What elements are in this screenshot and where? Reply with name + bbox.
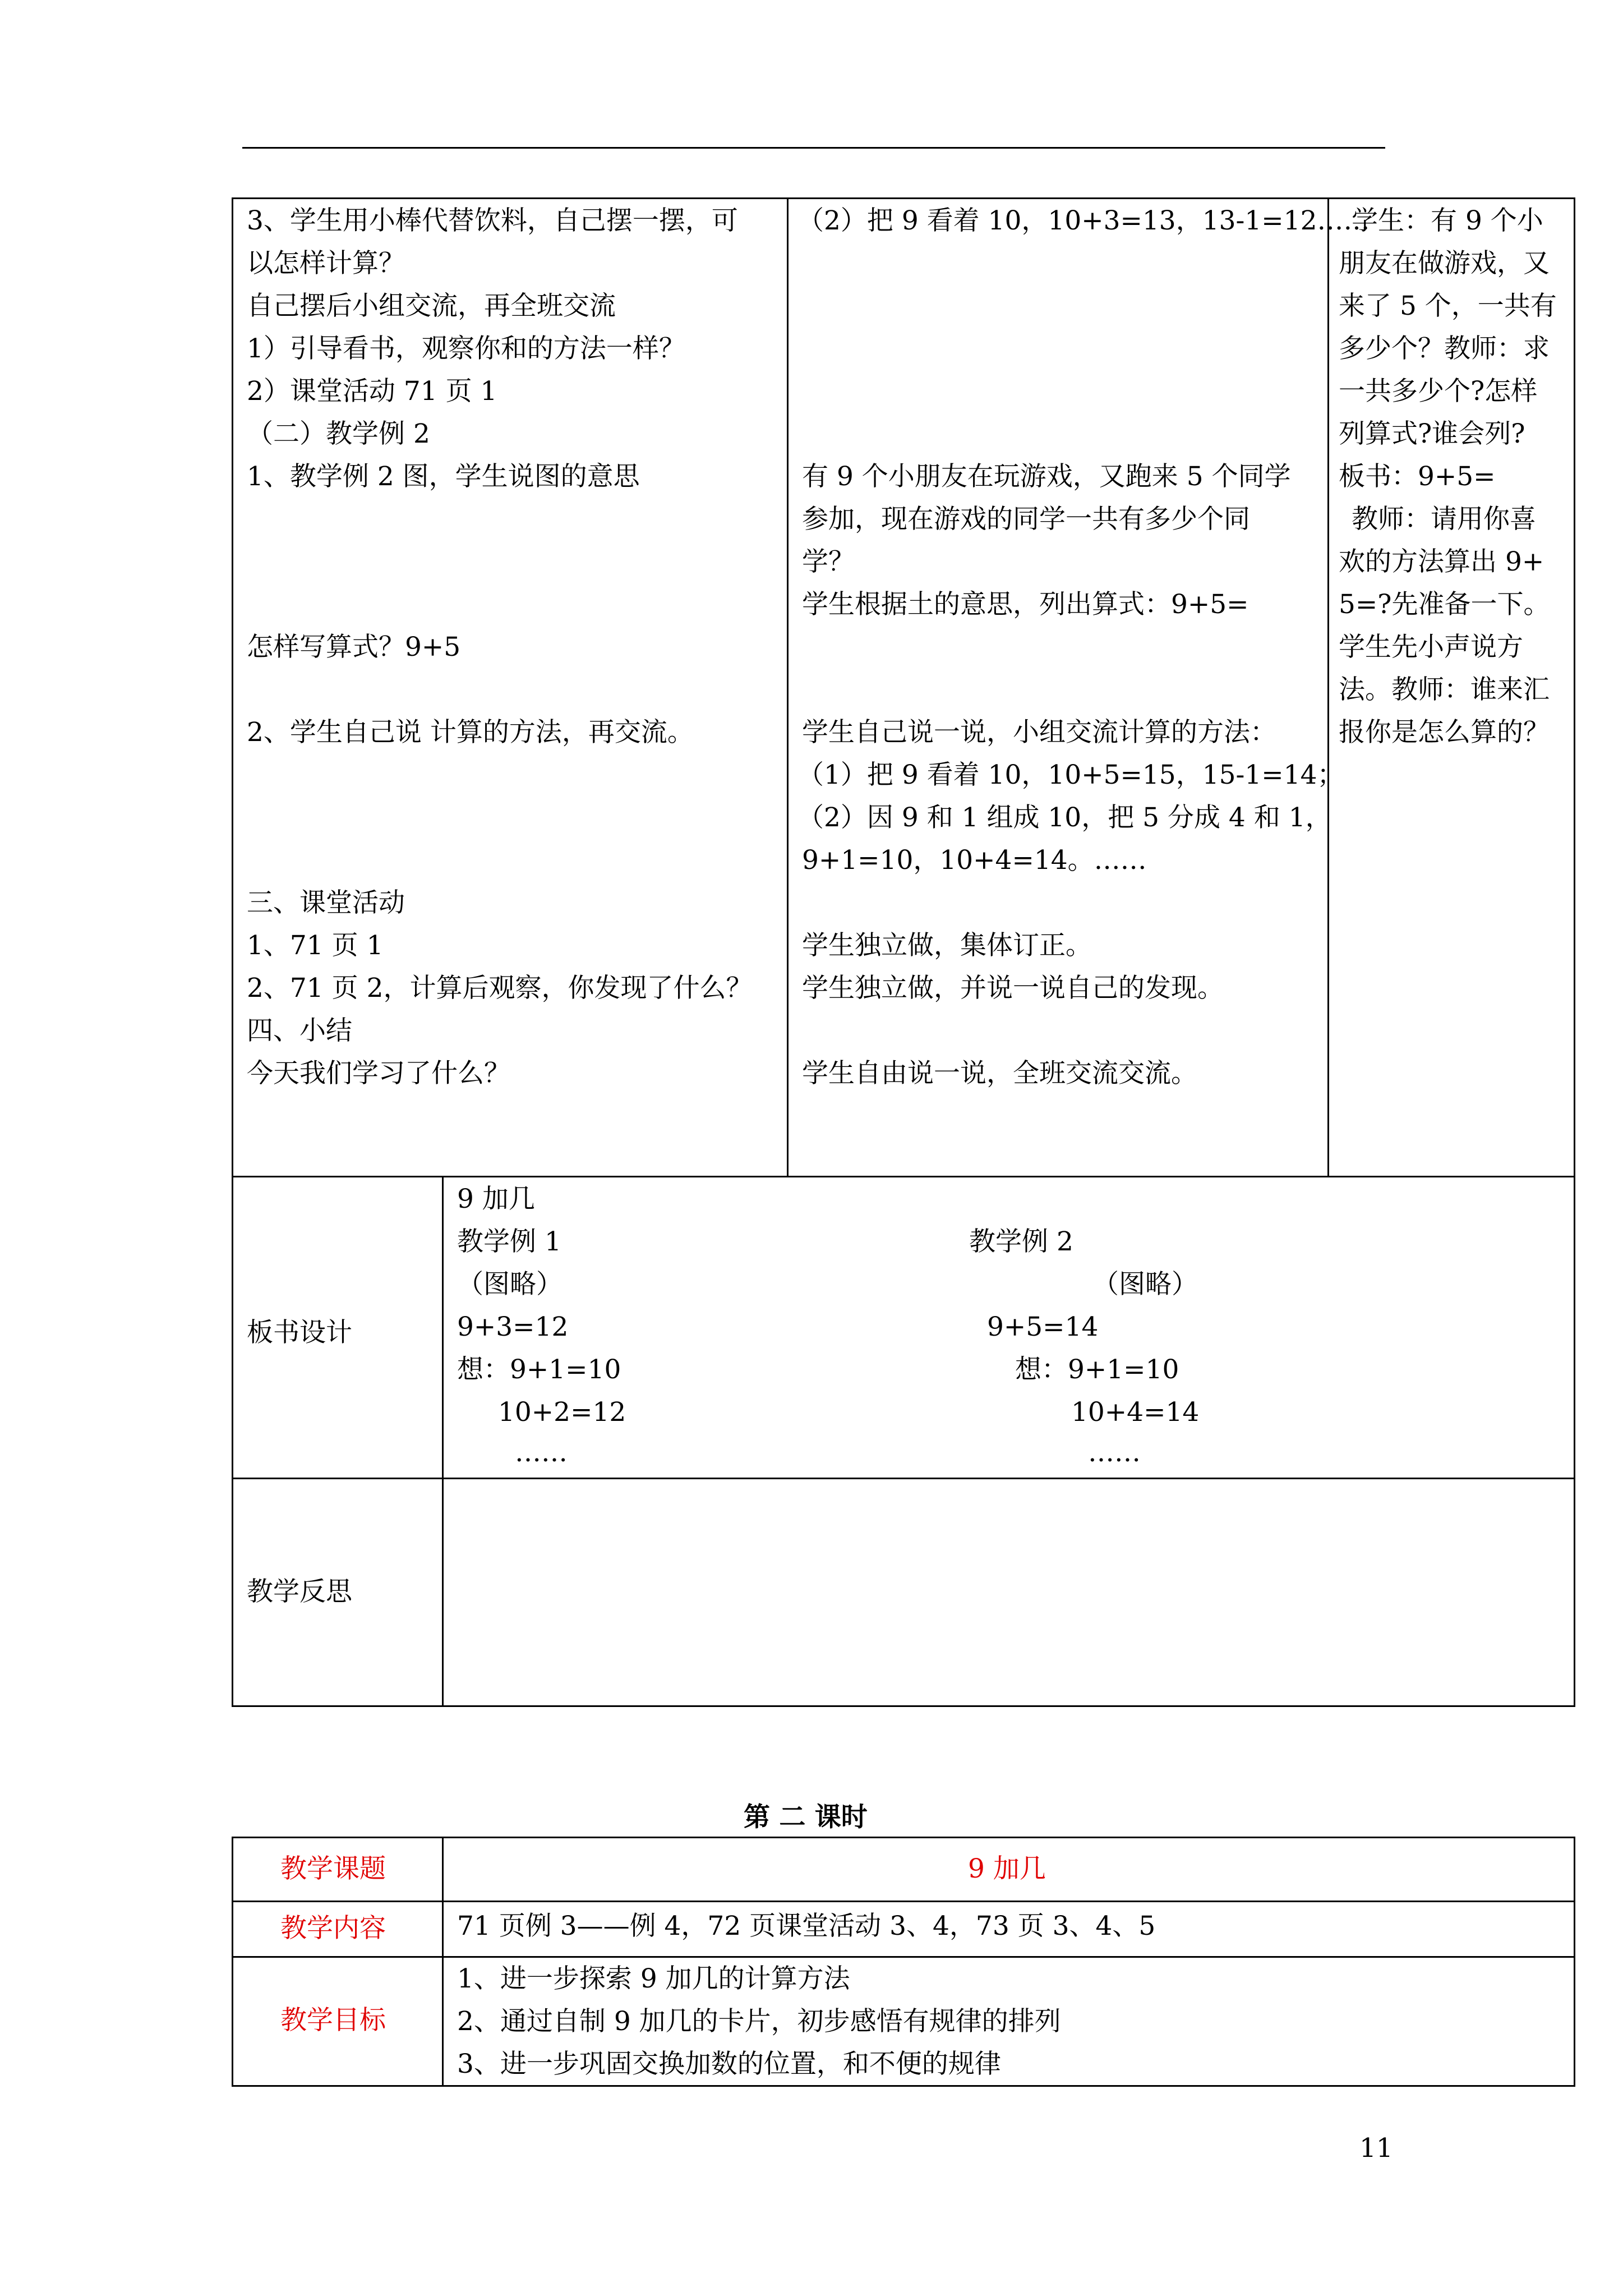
board-think-2: 想：9+1=10 xyxy=(1015,1354,1179,1385)
col3-line: 来了 5 个，一共有 xyxy=(1339,291,1557,321)
col3-line: 列算式?谁会列? xyxy=(1339,418,1525,449)
col1-line: 2、71 页 2，计算后观察，你发现了什么？ xyxy=(247,973,753,1004)
col1-line: 3、学生用小棒代替饮料，自己摆一摆，可 xyxy=(247,205,738,236)
col1-line: 2、学生自己说 计算的方法，再交流。 xyxy=(247,717,694,748)
col2-line: 学生独立做，集体订正。 xyxy=(802,930,1092,961)
board-step-1: 10+2=12 xyxy=(498,1397,626,1428)
reflection-label: 教学反思 xyxy=(247,1576,352,1607)
board-example-2: 教学例 2 xyxy=(969,1226,1073,1257)
col3-line: 报你是怎么算的？ xyxy=(1339,717,1550,748)
goal-item: 2、通过自制 9 加几的卡片，初步感悟有规律的排列 xyxy=(457,2006,1061,2037)
topic-label: 教学课题 xyxy=(280,1853,386,1884)
col1-line: 今天我们学习了什么？ xyxy=(247,1058,510,1089)
col1-line: 以怎样计算？ xyxy=(247,248,405,279)
col1-line: （二）教学例 2 xyxy=(247,418,430,449)
page-number: 11 xyxy=(1359,2133,1393,2164)
board-equation-2: 9+5=14 xyxy=(987,1312,1099,1342)
col1-line: 四、小结 xyxy=(247,1015,352,1046)
board-think-1: 想：9+1=10 xyxy=(457,1354,621,1385)
board-title: 9 加几 xyxy=(457,1184,535,1214)
col1-line: 1、71 页 1 xyxy=(247,930,384,961)
col1-line: 三、课堂活动 xyxy=(247,887,405,918)
content-value: 71 页例 3——例 4，72 页课堂活动 3、4，73 页 3、4、5 xyxy=(457,1911,1156,1941)
col3-line: 5=?先准备一下。 xyxy=(1339,589,1550,620)
board-example-1: 教学例 1 xyxy=(457,1226,561,1257)
col2-line: 学？ xyxy=(802,546,855,577)
col1-line: 自己摆后小组交流，再全班交流 xyxy=(247,291,616,321)
col2-line: 学生自由说一说，全班交流交流。 xyxy=(802,1058,1197,1089)
col1-line: 2）课堂活动 71 页 1 xyxy=(247,376,497,407)
col2-line: （1）把 9 看着 10，10+5=15，15-1=14； xyxy=(797,760,1344,790)
board-equation-1: 9+3=12 xyxy=(457,1312,569,1342)
goal-label: 教学目标 xyxy=(280,2005,386,2036)
col2-line: 9+1=10，10+4=14。…… xyxy=(802,845,1147,876)
col2-line: 学生自己说一说，小组交流计算的方法： xyxy=(802,717,1276,748)
col3-line: 多少个？教师：求 xyxy=(1339,333,1550,364)
board-design-label: 板书设计 xyxy=(247,1317,352,1348)
col2-line: 学生独立做，并说一说自己的发现。 xyxy=(802,973,1224,1004)
content-label: 教学内容 xyxy=(280,1913,386,1944)
col1-line: 怎样写算式？9+5 xyxy=(247,632,461,662)
col1-line: 1）引导看书，观察你和的方法一样？ xyxy=(247,333,685,364)
col2-line: （2）因 9 和 1 组成 10，把 5 分成 4 和 1， xyxy=(797,802,1332,833)
goal-item: 1、进一步探索 9 加几的计算方法 xyxy=(457,1963,850,1994)
col3-line: 法。教师：谁来汇 xyxy=(1339,674,1550,705)
board-figure-1: （图略） xyxy=(457,1269,562,1300)
col1-line: 1、教学例 2 图，学生说图的意思 xyxy=(247,461,640,492)
goal-item: 3、进一步巩固交换加数的位置，和不便的规律 xyxy=(457,2049,1001,2079)
col2-line: 有 9 个小朋友在玩游戏，又跑来 5 个同学 xyxy=(802,461,1291,492)
board-dots-1: …… xyxy=(515,1437,568,1468)
board-figure-2: （图略） xyxy=(1092,1269,1198,1300)
col3-line: 一共多少个?怎样 xyxy=(1339,376,1538,407)
col3-line: 欢的方法算出 9+ xyxy=(1339,546,1544,577)
col2-line: 学生根据土的意思，列出算式：9+5= xyxy=(802,589,1249,620)
header-rule xyxy=(242,147,1385,149)
board-dots-2: …… xyxy=(1088,1437,1141,1468)
col3-line: 学生先小声说方 xyxy=(1339,632,1523,662)
second-lesson-heading: 第 二 课时 xyxy=(744,1802,868,1833)
col3-line: 教师：请用你喜 xyxy=(1352,504,1536,535)
board-step-2: 10+4=14 xyxy=(1071,1397,1200,1428)
col2-line: 参加，现在游戏的同学一共有多少个同 xyxy=(802,504,1250,535)
topic-value: 9 加几 xyxy=(968,1853,1046,1884)
col2-line: （2）把 9 看着 10，10+3=13，13-1=12…… xyxy=(797,205,1370,236)
col3-line: 板书：9+5= xyxy=(1339,461,1496,492)
col3-line: 朋友在做游戏，又 xyxy=(1339,248,1550,279)
col3-line: 学生：有 9 个小 xyxy=(1352,205,1543,236)
